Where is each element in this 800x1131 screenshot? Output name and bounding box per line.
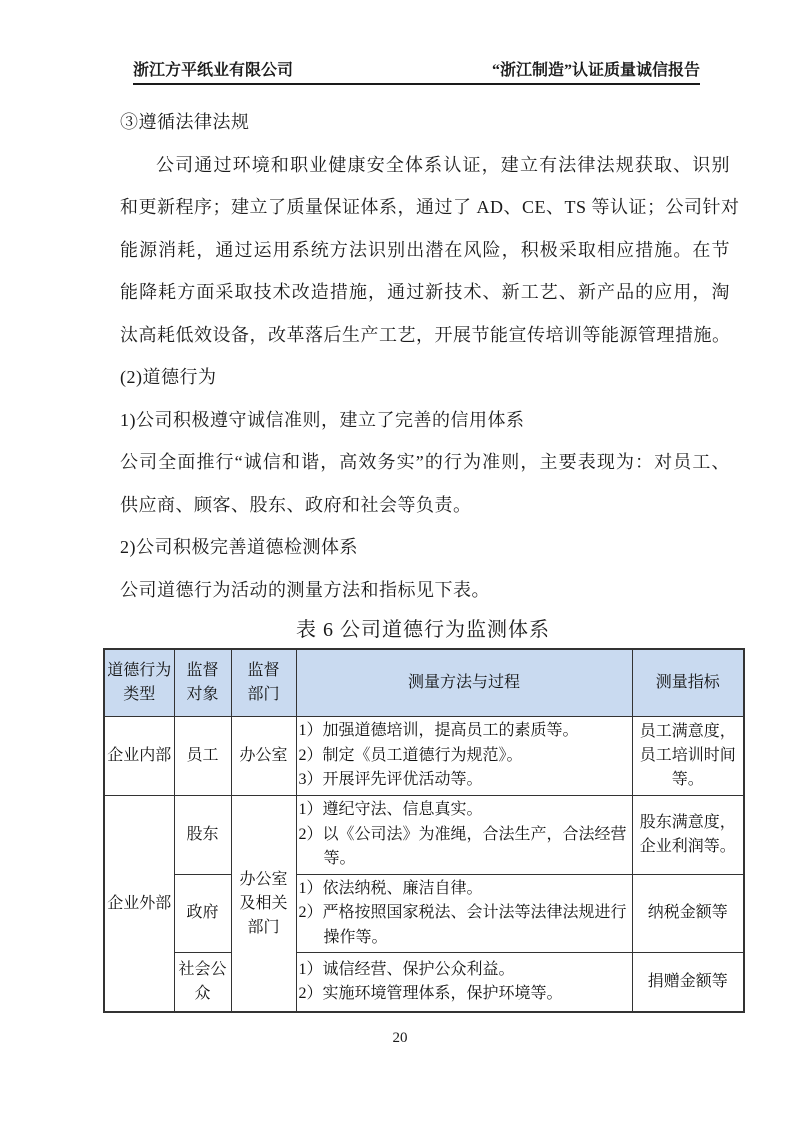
method-item: 2）实施环境管理体系，保护环境等。 <box>298 985 563 1002</box>
dept-cell: 办公室 <box>231 717 296 796</box>
page-number: 20 <box>392 1030 408 1046</box>
method-item: 1）依法纳税、廉洁自律。 <box>298 879 483 897</box>
body-text <box>120 101 740 611</box>
text-line: (2)道德行为 <box>120 367 217 387</box>
col-header-dept: 监督 部门 <box>231 649 296 717</box>
text-line: 能源消耗，通过运用系统方法识别出潜在风险，积极采取相应措施。在节 <box>120 239 730 260</box>
header-report-title: “浙江制造”认证质量诚信报告 <box>491 62 700 79</box>
methods-cell <box>296 953 632 1013</box>
indicator-cell: 员工满意度，员工培训时间等。 <box>632 717 744 796</box>
method-item: 2）以《公司法》为准绳，合法生产，合法经营等。 <box>298 825 627 867</box>
method-item: 1）诚信经营、保护公众利益。 <box>298 960 515 978</box>
text-line: 供应商、顾客、股东、政府和社会等负责。 <box>120 494 472 515</box>
table-header-row <box>104 649 744 717</box>
target-cell: 员工 <box>174 717 231 796</box>
method-item: 3）开展评先评优活动等。 <box>298 771 483 789</box>
table-row <box>104 717 744 796</box>
table-row <box>104 796 744 875</box>
col-header-type: 道德行为 类型 <box>104 649 174 717</box>
text-line: 公司道德行为活动的测量方法和指标见下表。 <box>120 579 490 600</box>
col-header-target: 监督 对象 <box>174 649 231 717</box>
header-company-name: 浙江方平纸业有限公司 <box>133 62 294 79</box>
text-line: 公司全面推行“诚信和谐，高效务实”的行为准则，主要表现为：对员工、 <box>120 452 730 472</box>
indicator-cell: 股东满意度，企业利润等。 <box>632 796 744 875</box>
method-item: 1）遵纪守法、信息真实。 <box>298 801 483 818</box>
table-caption: 表 6 公司道德行为监测体系 <box>296 619 550 641</box>
method-item: 2）严格按照国家税法、会计法等法律法规进行操作等。 <box>298 904 627 946</box>
methods-cell <box>296 796 632 875</box>
table-row <box>104 953 744 1013</box>
methods-cell <box>296 717 632 796</box>
text-line: 1)公司积极遵守诚信准则，建立了完善的信用体系 <box>120 409 525 430</box>
text-line: 和更新程序；建立了质量保证体系，通过了 AD、CE、TS 等认证；公司针对 <box>120 197 740 217</box>
target-cell: 政府 <box>174 874 231 953</box>
page-footer <box>0 1030 800 1047</box>
col-header-methods: 测量方法与过程 <box>296 649 632 717</box>
method-item: 2）制定《员工道德行为规范》。 <box>298 746 523 764</box>
col-header-indicator: 测量指标 <box>632 649 744 717</box>
type-cell: 企业内部 <box>104 717 174 796</box>
indicator-cell: 纳税金额等 <box>632 874 744 953</box>
page-header <box>133 57 700 85</box>
methods-cell <box>296 874 632 953</box>
type-cell: 企业外部 <box>104 796 174 1013</box>
target-cell: 股东 <box>174 796 231 875</box>
text-line: ③遵循法律法规 <box>120 112 250 132</box>
method-item: 1）加强道德培训，提高员工的素质等。 <box>298 722 579 740</box>
text-line: 能降耗方面采取技术改造措施，通过新技术、新工艺、新产品的应用，淘 <box>120 282 730 302</box>
indicator-cell: 捐赠金额等 <box>632 953 744 1013</box>
table-row <box>104 874 744 953</box>
text-line: 公司通过环境和职业健康安全体系认证，建立有法律法规获取、识别 <box>156 154 730 175</box>
target-cell: 社会公众 <box>174 953 231 1013</box>
text-line: 汰高耗低效设备，改革落后生产工艺，开展节能宣传培训等能源管理措施。 <box>120 324 731 345</box>
text-line: 2)公司积极完善道德检测体系 <box>120 537 358 557</box>
ethics-monitoring-table <box>103 648 745 1013</box>
dept-cell: 办公室及相关部门 <box>231 796 296 1013</box>
